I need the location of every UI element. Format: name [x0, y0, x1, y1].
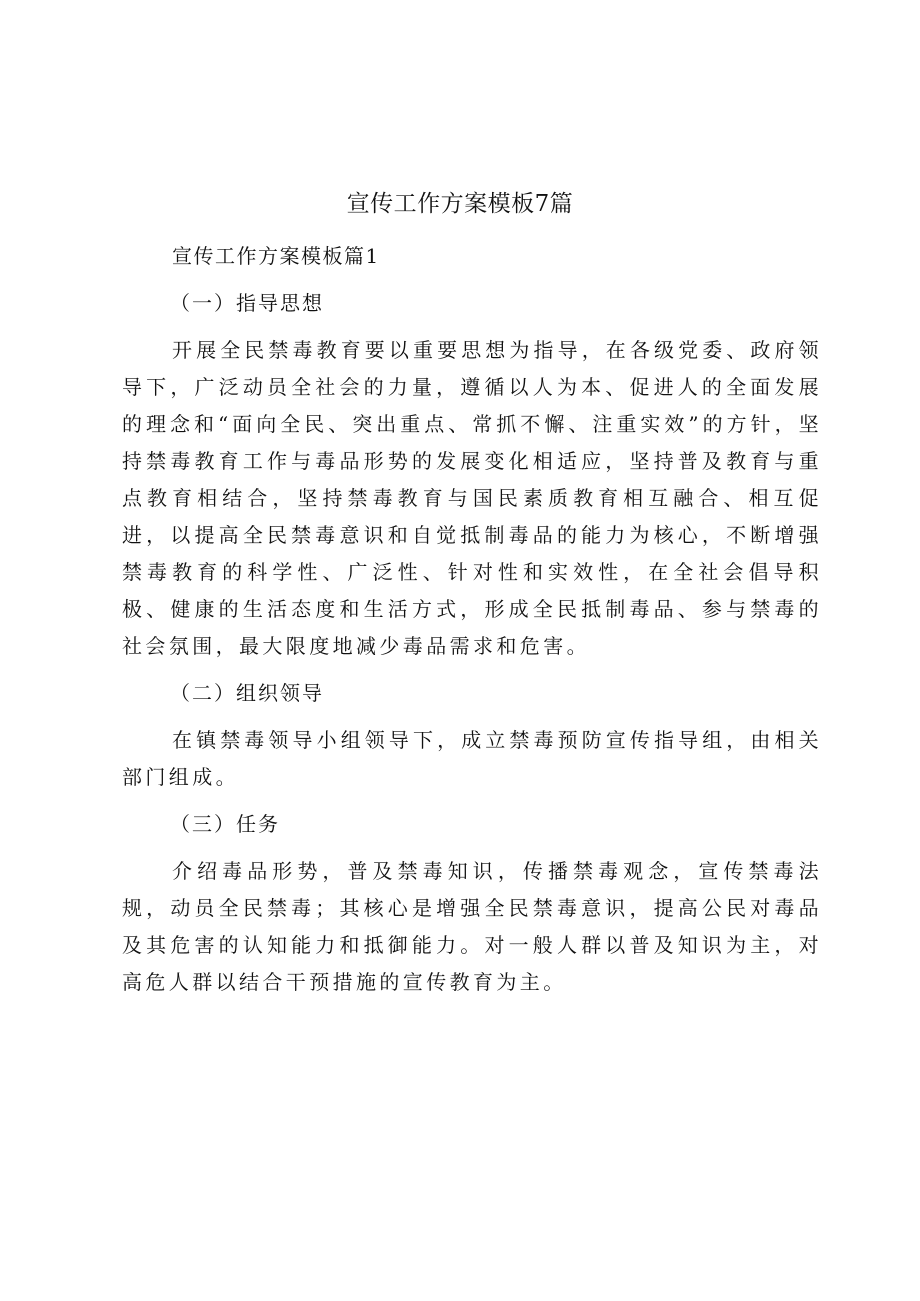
document-subtitle: 宣传工作方案模板篇1: [172, 244, 380, 268]
section-heading-tasks: （三）任务: [170, 812, 280, 836]
document-title: 宣传工作方案模板7篇: [346, 191, 574, 217]
section-paragraph-organization: 在镇禁毒领导小组领导下，成立禁毒预防宣传指导组，由相关部门组成。: [122, 728, 822, 789]
section-paragraph-guiding-ideology: 开展全民禁毒教育要以重要思想为指导，在各级党委、政府领导下，广泛动员全社会的力量，遵循以人为本、促进人的全面发展的理念和“面向全民、突出重点、常抓不懈、注重实效”的方针，坚持禁毒教育工作与毒品形势的发展变化相适应，坚持普及教育与重点教育相结合，坚持禁毒教育与国民素质教育相互融合、相互促进，以提高全民禁毒意识和自觉抵制毒品的能力为核心，不断增强禁毒教育的科学性、广泛性、针对性和实效性，在全社会倡导积极、健康的生活态度和生活方式，形成全民抵制毒品、参与禁毒的社会氛围，最大限度地减少毒品需求和危害。: [122, 338, 822, 658]
document-body: [122, 238, 822, 1001]
section-paragraph-tasks: 介绍毒品形势，普及禁毒知识，传播禁毒观念，宣传禁毒法规，动员全民禁毒；其核心是增强全民禁毒意识，提高公民对毒品及其危害的认知能力和抵御能力。对一般人群以普及知识为主，对高危人群以结合干预措施的宣传教育为主。: [122, 859, 822, 994]
section-heading-guiding-ideology: （一）指导思想: [170, 291, 324, 315]
section-heading-organization: （二）组织领导: [170, 681, 324, 705]
